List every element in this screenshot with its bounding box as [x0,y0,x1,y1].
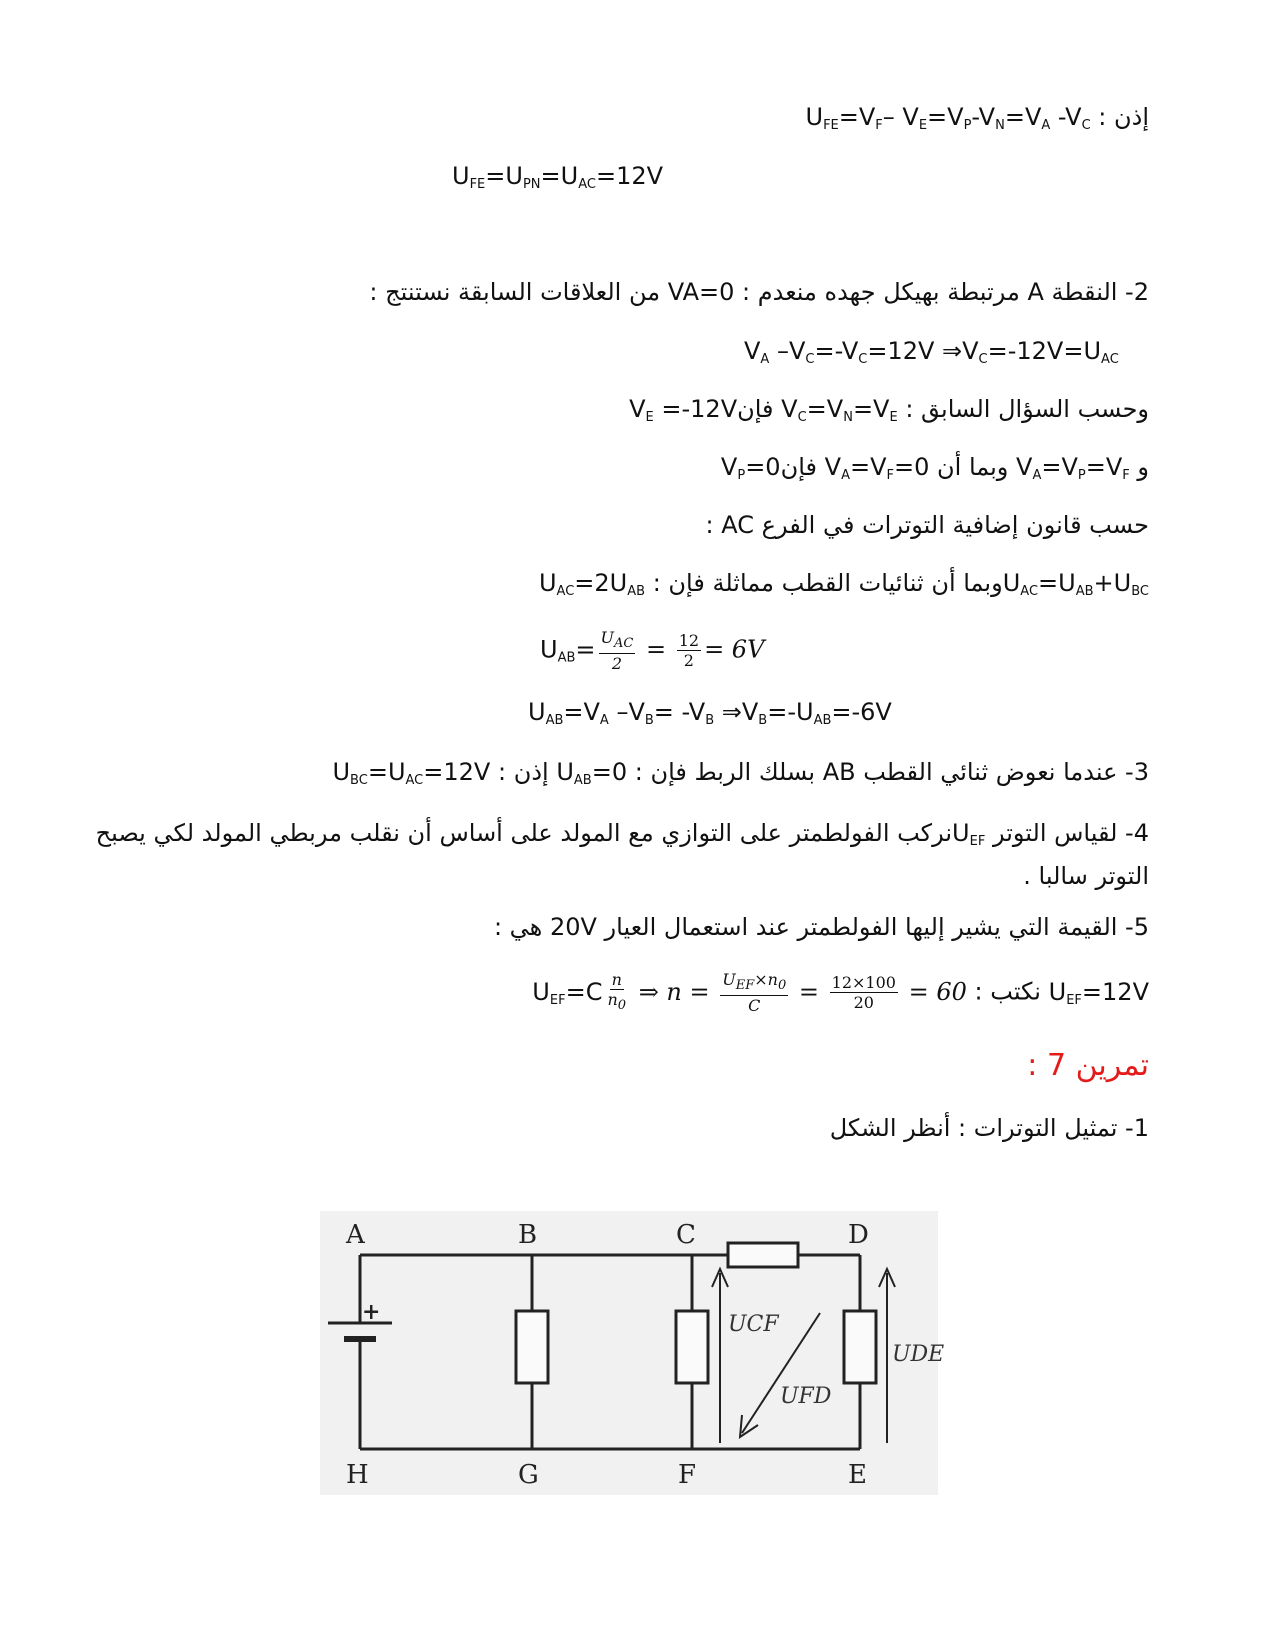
line-2: $U_{FE}=U_{PN}=U_{AC}=12V$ [452,162,664,192]
line-14-rhs: $U_{EF}=12V$ [1048,977,1149,1008]
line-6-math: $V_A=V_P=V_F$ [1016,453,1130,483]
resistor-cd [728,1243,798,1267]
line-7: حسب قانون إضافية التوترات في الفرع AC : [705,511,1149,539]
line-4: $V_A$ $-V_C=-V_C=12V$ $\Rightarrow V_C=-12V=U_{AC}$ [744,337,1119,367]
node-g: G [518,1460,539,1490]
frac-n [605,970,628,1015]
frac-num-num: 12×100 [831,973,896,992]
circuit-diagram [320,1211,945,1495]
exercise-title: تمرين 7 : [1027,1048,1149,1083]
line-12-ar: 4- لقياس التوتر [992,819,1149,847]
line-5-ar2: فإن [737,395,774,423]
plus-sign: + [362,1299,381,1325]
line-6-ar: وبما أن [937,453,1009,481]
line-11-math2: $U_{BC}=U_{AC}=12V$ [332,758,491,788]
line-12-ar2: نركب الفولطمتر على التوازي مع المولد على أساس أن نقلب مربطي المولد لكي يصبح التوتر سالبا . [95,819,1149,890]
line-11-math: $U_{AB}=0$ [556,758,628,788]
node-b: B [518,1220,538,1250]
fraction-2 [677,631,701,670]
line-11 [332,756,1149,797]
line-5-math2: $V_E =-12V$ [629,395,738,425]
line-8-math2: $U_{AC}=2U_{AB}$ [538,569,646,599]
line-14-ar: نكتب : [974,977,1041,1006]
line-1-math: $U_{FE}=V_F-$ $V_E=V_P-V_N=V_A$ $-V_C$ [805,103,1091,133]
frac2-num: 12 [678,631,700,650]
line-6-ar0: و [1137,453,1149,481]
node-h: H [346,1460,369,1490]
frac-uef [720,970,788,1015]
line-8-ar: وبما أن ثنائيات القطب مماثلة فإن : [652,569,1003,597]
frac2-den: 2 [683,651,694,670]
label-ufd: UFD [780,1384,832,1409]
line-14 [532,970,1149,1017]
frac-num [830,973,898,1012]
line-6-math3: $V_P=0$ [720,453,781,483]
frac1-den: 2 [611,654,622,673]
line-12 [69,816,1149,893]
line-6 [721,451,1149,492]
line-15: 1- تمثيل التوترات : أنظر الشكل [829,1114,1149,1142]
node-a: A [346,1220,365,1250]
frac-n-num: n [611,970,622,989]
frac1-num: $U_{AC}$ [599,628,636,654]
line-13: 5- القيمة التي يشير إليها الفولطمتر عند استعمال العيار 20V هي : [493,913,1149,941]
node-c: C [676,1220,696,1250]
line-10: $U_{AB}=V_A$ $-V_B= -V_B$ $\Rightarrow V_B=-U_{AB}=-6V$ [528,698,892,728]
frac-uef-den: C [748,996,761,1015]
fraction-1 [599,628,636,673]
node-e: E [848,1460,867,1490]
line-14-formula: $U_{EF}=C$ $\frac{n}{n_0}$ ⇒ n = $\frac{U_{EF}\times n_0}{C}$ = $\frac{12\times 100}{20}$ = 60 [532,970,967,1015]
line-6-math2: $V_A=V_F=0$ [824,453,930,483]
line-3: 2- النقطة A مرتبطة بهيكل جهده منعدم : VA=0 من العلاقات السابقة نستنتج : [369,278,1149,306]
frac-n-den: $n_0$ [607,990,627,1013]
resistor-cf [676,1311,708,1383]
resistor-bg [516,1311,548,1383]
line-12-math: $U_{EF}$ [952,819,986,849]
line-9: $U_{AB}=$ $\frac{U_{AC}}{2}$ = $\frac{12}{2}$ = 6V [540,628,765,673]
resistor-de [844,1311,876,1383]
frac-num-den: 20 [853,993,874,1012]
label-ude: UDE [892,1342,945,1367]
line-6-ar2: فإن [780,453,817,481]
line-8-math: $U_{AC}=U_{AB}+U_{BC}$ [1002,569,1149,599]
line-1-ar: إذن : [1098,103,1149,131]
line-5-math: $V_C=V_N=V_E$ [781,395,898,425]
line-8 [539,567,1149,608]
line-9-rhs: = 6V [704,635,765,664]
line-11-ar: 3- عندما نعوض ثنائي القطب AB بسلك الربط فإن : [634,758,1149,786]
node-d: D [848,1220,869,1250]
line-5 [629,393,1149,434]
line-1 [805,101,1149,142]
line-14-res: = 60 [908,977,967,1006]
node-f: F [678,1460,697,1490]
line-5-ar: وحسب السؤال السابق : [905,395,1149,423]
label-ucf: UCF [728,1312,779,1337]
line-11-ar2: إذن : [497,758,549,786]
line-14-mid: ⇒ n = [638,977,710,1006]
frac-uef-num: $U_{EF}\times n_0$ [720,970,788,996]
